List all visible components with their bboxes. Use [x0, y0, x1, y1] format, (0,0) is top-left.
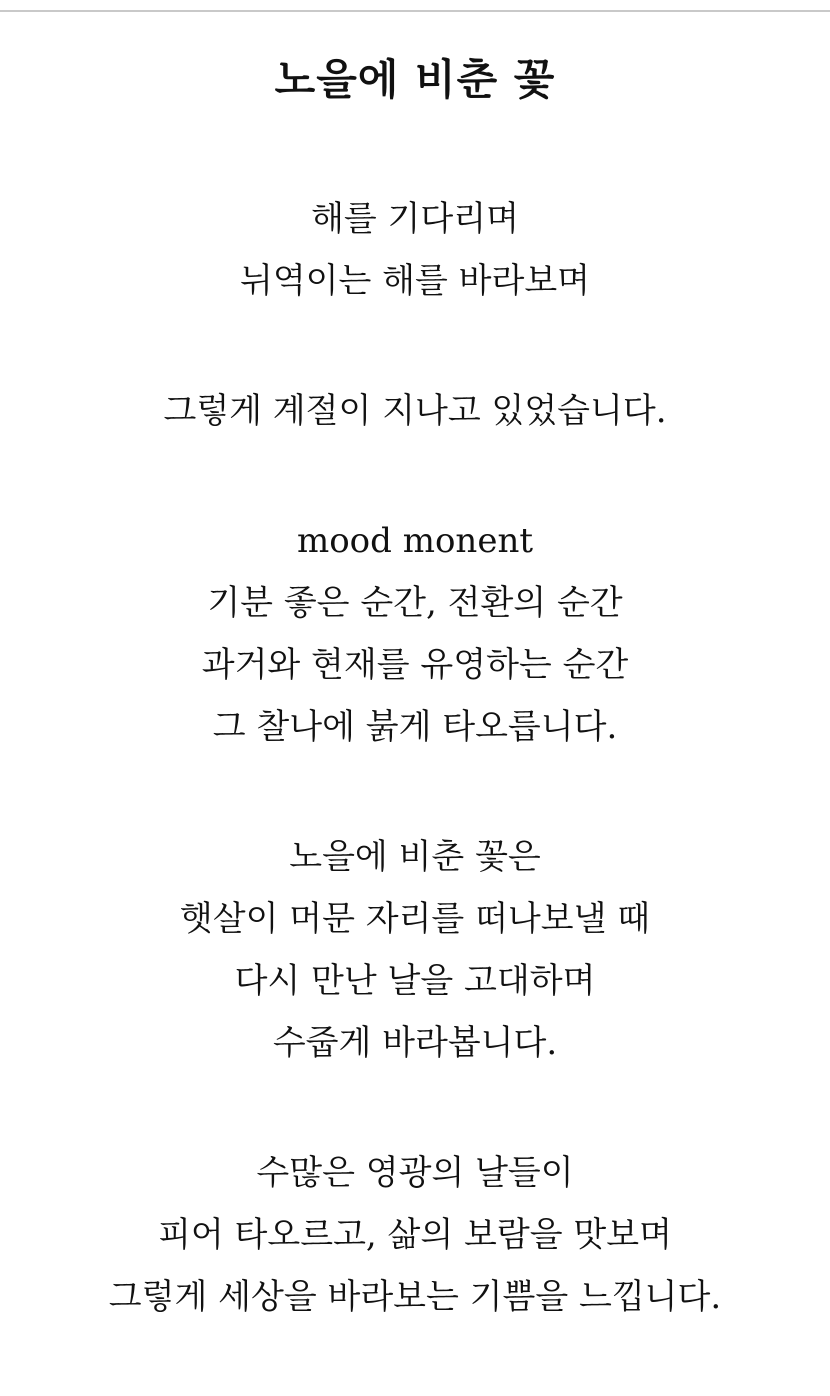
- poem-title: 노을에 비춘 꽃: [274, 55, 556, 104]
- poem-line: 뉘역이는 해를 바라보며: [239, 261, 591, 301]
- poem-line: 그렇게 계절이 지나고 있었습니다.: [163, 391, 667, 431]
- poem-body: [0, 188, 830, 1396]
- poem-line: 그렇게 세상을 바라보는 기쁨을 느낍니다.: [108, 1277, 722, 1317]
- stanza-4: [0, 826, 830, 1074]
- top-divider: [0, 10, 830, 12]
- poem-line: 수많은 영광의 날들이: [256, 1153, 574, 1193]
- poem-line: mood monent: [296, 521, 534, 561]
- poem-line: 다시 만난 날을 고대하며: [234, 961, 596, 1001]
- poem-line: 수줍게 바라봅니다.: [272, 1023, 558, 1063]
- stanza-3: [0, 510, 830, 758]
- poem-line: 해를 기다리며: [311, 199, 519, 239]
- poem-line: 피어 타오르고, 삶의 보람을 맛보며: [158, 1215, 672, 1255]
- stanza-5: [0, 1142, 830, 1328]
- stanza-2: [0, 380, 830, 442]
- poem-line: 기분 좋은 순간, 전환의 순간: [207, 583, 623, 623]
- poem-line: 그 찰나에 붉게 타오릅니다.: [212, 707, 618, 747]
- stanza-1: [0, 188, 830, 312]
- poem-line: 햇살이 머문 자리를 떠나보낼 때: [179, 899, 651, 939]
- poem-line: 과거와 현재를 유영하는 순간: [201, 645, 629, 685]
- poem-line: 노을에 비춘 꽃은: [289, 837, 541, 877]
